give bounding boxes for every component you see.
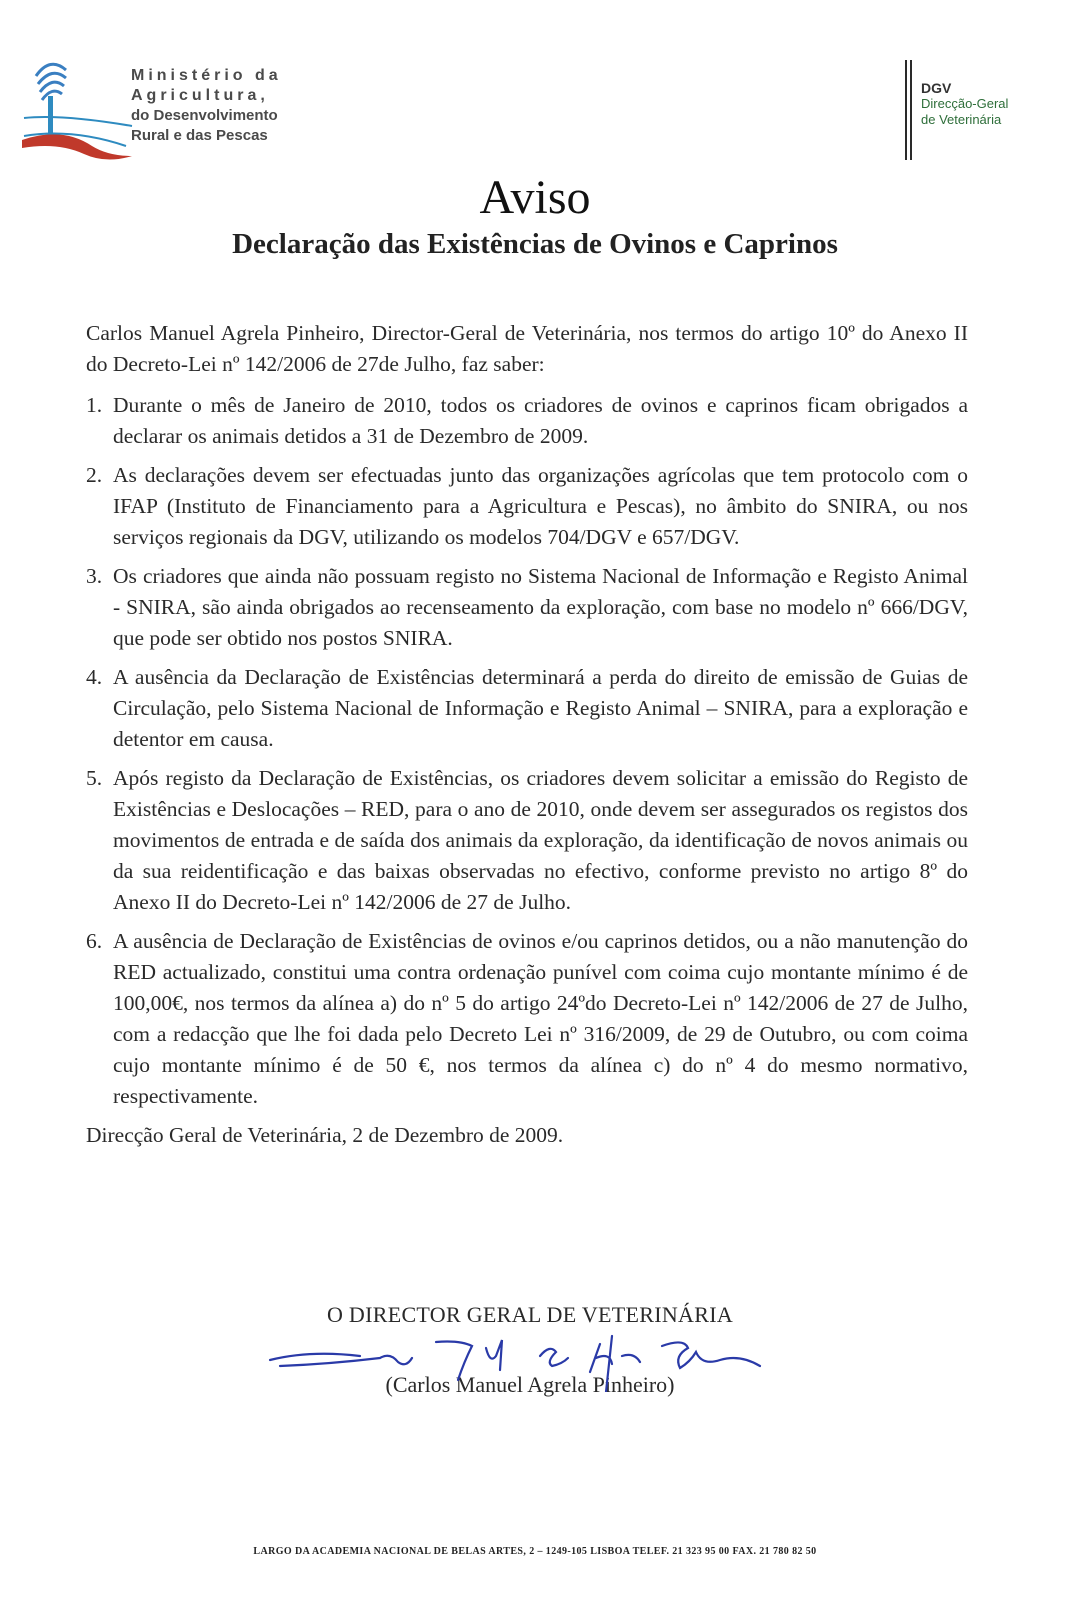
list-item xyxy=(86,460,968,553)
item-text: A ausência de Declaração de Existências de ovinos e/ou caprinos detidos, ou a não manutenção do RED actualizado, constitui uma contra ordenação punível com coima cujo montante mínimo é de 100,00€, nos termos da alínea a) do nº 5 do artigo 24ºdo Decreto-Lei nº 142/2006 de 27 de Julho, com a redacção que lhe foi dada pelo Decreto Lei nº 316/2009, de 29 de Outubro, ou com coima cujo montante mínimo é de 50 €, nos termos da alínea c) do nº 4 do mesmo normativo, respectivamente. xyxy=(113,929,968,1108)
signatory-title: O DIRECTOR GERAL DE VETERINÁRIA xyxy=(326,1302,734,1327)
item-number: 4. xyxy=(86,665,103,689)
notice-items xyxy=(86,390,968,1112)
document-subtitle: Declaração das Existências de Ovinos e Caprinos xyxy=(232,228,838,260)
ministry-name xyxy=(131,66,282,146)
item-number: 5. xyxy=(86,766,103,790)
intro-paragraph: Carlos Manuel Agrela Pinheiro, Director-Geral de Veterinária, nos termos do artigo 10º do Anexo II do Decreto-Lei nº 142/2006 de 27de Julho, faz saber: xyxy=(86,321,968,376)
list-item xyxy=(86,390,968,452)
signatory-name: (Carlos Manuel Agrela Pinheiro) xyxy=(385,1372,675,1397)
document-title: Aviso xyxy=(479,171,591,224)
ministry-emblem-icon xyxy=(22,56,142,168)
list-item xyxy=(86,662,968,755)
item-number: 2. xyxy=(86,463,103,487)
handwritten-signature-icon xyxy=(250,1322,790,1392)
footer-address: LARGO DA ACADEMIA NACIONAL DE BELAS ARTES, 2 – 1249-105 LISBOA TELEF. 21 323 95 00 FAX. 21 780 82 50 xyxy=(253,1546,817,1557)
dgv-abbreviation: DGV xyxy=(921,80,952,96)
dgv-name-line-2: de Veterinária xyxy=(921,112,1002,127)
signature-block xyxy=(240,1302,820,1398)
item-text: As declarações devem ser efectuadas junto das organizações agrícolas que tem protocolo com o IFAP (Instituto de Financiamento para a Agricultura e Pescas), no âmbito do SNIRA, ou nos serviços regionais da DGV, utilizando os modelos 704/DGV e 657/DGV. xyxy=(113,463,968,549)
dgv-logo xyxy=(905,60,1008,160)
item-number: 6. xyxy=(86,929,103,953)
list-item xyxy=(86,763,968,918)
item-number: 1. xyxy=(86,393,103,417)
list-item xyxy=(86,926,968,1112)
dgv-name-line-1: Direcção-Geral xyxy=(921,96,1009,111)
ministry-line-1: Ministério da xyxy=(131,67,282,84)
dgv-bars-icon xyxy=(905,60,915,160)
item-text: Após registo da Declaração de Existências, os criadores devem solicitar a emissão do Registo de Existências e Deslocações – RED, para o ano de 2010, onde devem ser assegurados os registos dos movimentos de entrada e de saída dos animais da exploração, da identificação de novos animais ou da sua reidentificação e das baixas observadas no efectivo, conforme previsto no artigo 8º do Anexo II do Decreto-Lei nº 142/2006 de 27 de Julho. xyxy=(113,766,968,914)
item-text: A ausência da Declaração de Existências determinará a perda do direito de emissão de Guias de Circulação, pelo Sistema Nacional de Informação e Registo Animal – SNIRA, para a exploração e detentor em causa. xyxy=(113,665,968,751)
item-text: Os criadores que ainda não possuam registo no Sistema Nacional de Informação e Registo Animal - SNIRA, são ainda obrigados ao recenseamento da exploração, com base no modelo nº 666/DGV, que pode ser obtido nos postos SNIRA. xyxy=(113,564,968,650)
ministry-line-3: do Desenvolvimento xyxy=(131,107,278,124)
item-number: 3. xyxy=(86,564,103,588)
item-text: Durante o mês de Janeiro de 2010, todos os criadores de ovinos e caprinos ficam obrigados a declarar os animais detidos a 31 de Dezembro de 2009. xyxy=(113,393,968,448)
ministry-line-4: Rural e das Pescas xyxy=(131,127,268,144)
list-item xyxy=(86,561,968,654)
closing-line: Direcção Geral de Veterinária, 2 de Dezembro de 2009. xyxy=(86,1123,564,1147)
ministry-line-2: Agricultura, xyxy=(131,87,269,104)
document-body xyxy=(86,318,968,1151)
